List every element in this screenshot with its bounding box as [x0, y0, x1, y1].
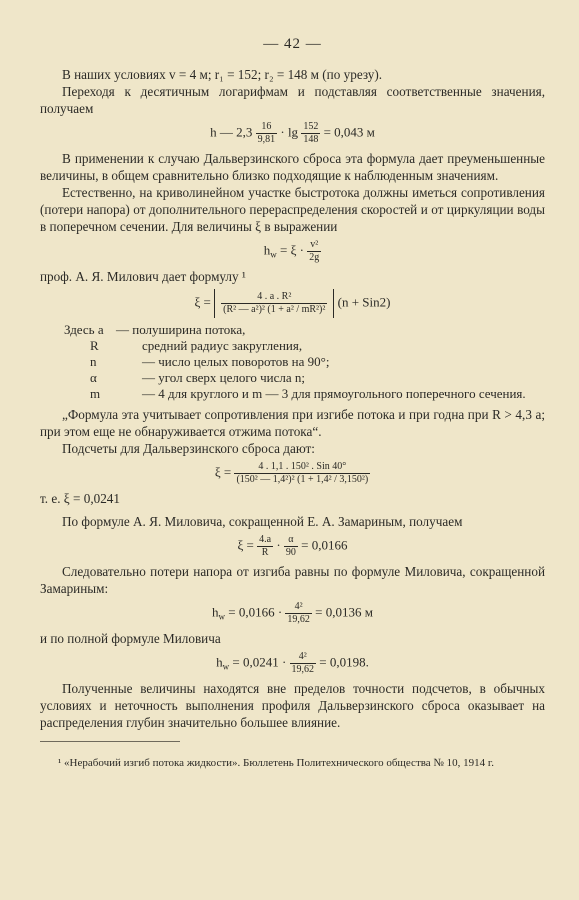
definition-row: α — угол сверх целого числа n; [90, 370, 306, 385]
paragraph-result-xi: т. е. ξ = 0,0241 [40, 491, 120, 506]
paragraph-conclusion: Полученные величины находятся вне пределов точности подсчетов, в обычных условиях и неточность выполнения профиля Дальверзинского сброса оказывает на распределения глубин значительно большее влияние. [40, 681, 545, 730]
paragraph-application: В применении к случаю Дальверзинского сброса эта формула дает преуменьшенные величины, в общем сравнительно близко подходящие к наблюденным значениям. [40, 151, 545, 183]
footnote: ¹ «Нерабочий изгиб потока жидкости». Бюллетень Политехнического общества № 10, 1914 г. [58, 757, 494, 769]
paragraph-calculations: Подсчеты для Дальверзинского сброса дают: [62, 441, 315, 456]
formula-zamarin: ξ = $\frac{4.a}{R}$ · $\frac{\alpha}{90}$ = 0,0166 [237, 534, 348, 558]
paragraph-full-formula: и по полной формуле Миловича [40, 631, 221, 646]
definitions-list [64, 322, 545, 402]
paragraph-milovich: проф. А. Я. Милович дает формулу ¹ [40, 269, 246, 284]
formula-milovich: ξ = $\frac{\text{4 . a . R²}}{\text{(R² — a²)² (1 + a² / mR²)²}}$ (n + Sin2) [40, 289, 545, 318]
definition-row: Здесь a — полуширина потока, [64, 322, 246, 337]
paragraph-logarithms: Переходя к десятичным логарифмам и подставляя соответственные значения, получаем [40, 84, 545, 116]
footnote-separator [40, 741, 180, 742]
definition-row: R средний радиус закругления, [90, 338, 303, 353]
definition-row: m — 4 для круглого и m — 3 для прямоугольного поперечного сечения. [90, 386, 526, 401]
paragraph-quote: „Формула эта учитывает сопротивления при изгибе потока и при годна при R > 4,3 a; при этом еще не обнаруживается отжима потока“. [40, 407, 545, 439]
paragraph-conditions: В наших условиях v = 4 м; r₁ = 152; r₂ = 148 м (по урезу). [62, 67, 383, 82]
paragraph-resistance: Естественно, на криволинейном участке быстротока должны иметься сопротивления (потери напора) от дополнительного перераспределения скоростей и от циркуляции воды в поперечном сечении. Для величины ξ в выражении [40, 185, 545, 234]
formula-hw-zamarin: $h_w = 0,0166$ · $\frac{\text{4²}}{19,62}$ = 0,0136 м [212, 601, 373, 625]
page-number: — 42 — [263, 36, 322, 52]
paragraph-zamarin: По формуле А. Я. Миловича, сокращенной Е. А. Замариным, получаем [62, 514, 463, 529]
definition-row: n — число целых поворотов на 90°; [90, 354, 330, 369]
formula-xi-calc: ξ = $\frac{\text{4 . 1,1 . 150² . Sin 40°}}{\text{(150² — 1,4²)² (1 + 1,4² / 3,150²)}}$ [214, 461, 369, 485]
formula-hw: $h_w = \xi$ · $\frac{\text{v²}}{2g}$ [263, 239, 320, 263]
formula-h: h — 2,3 $\frac{16}{9,81}$ · lg $\frac{152}{148}$ = 0,043 м [210, 121, 375, 145]
formula-hw-full: $h_w = 0,0241$ · $\frac{\text{4²}}{19,62}$ = 0,0198. [216, 651, 369, 675]
paragraph-head-loss: Следовательно потери напора от изгиба равны по формуле Миловича, сокращенной Замариным: [40, 564, 545, 596]
